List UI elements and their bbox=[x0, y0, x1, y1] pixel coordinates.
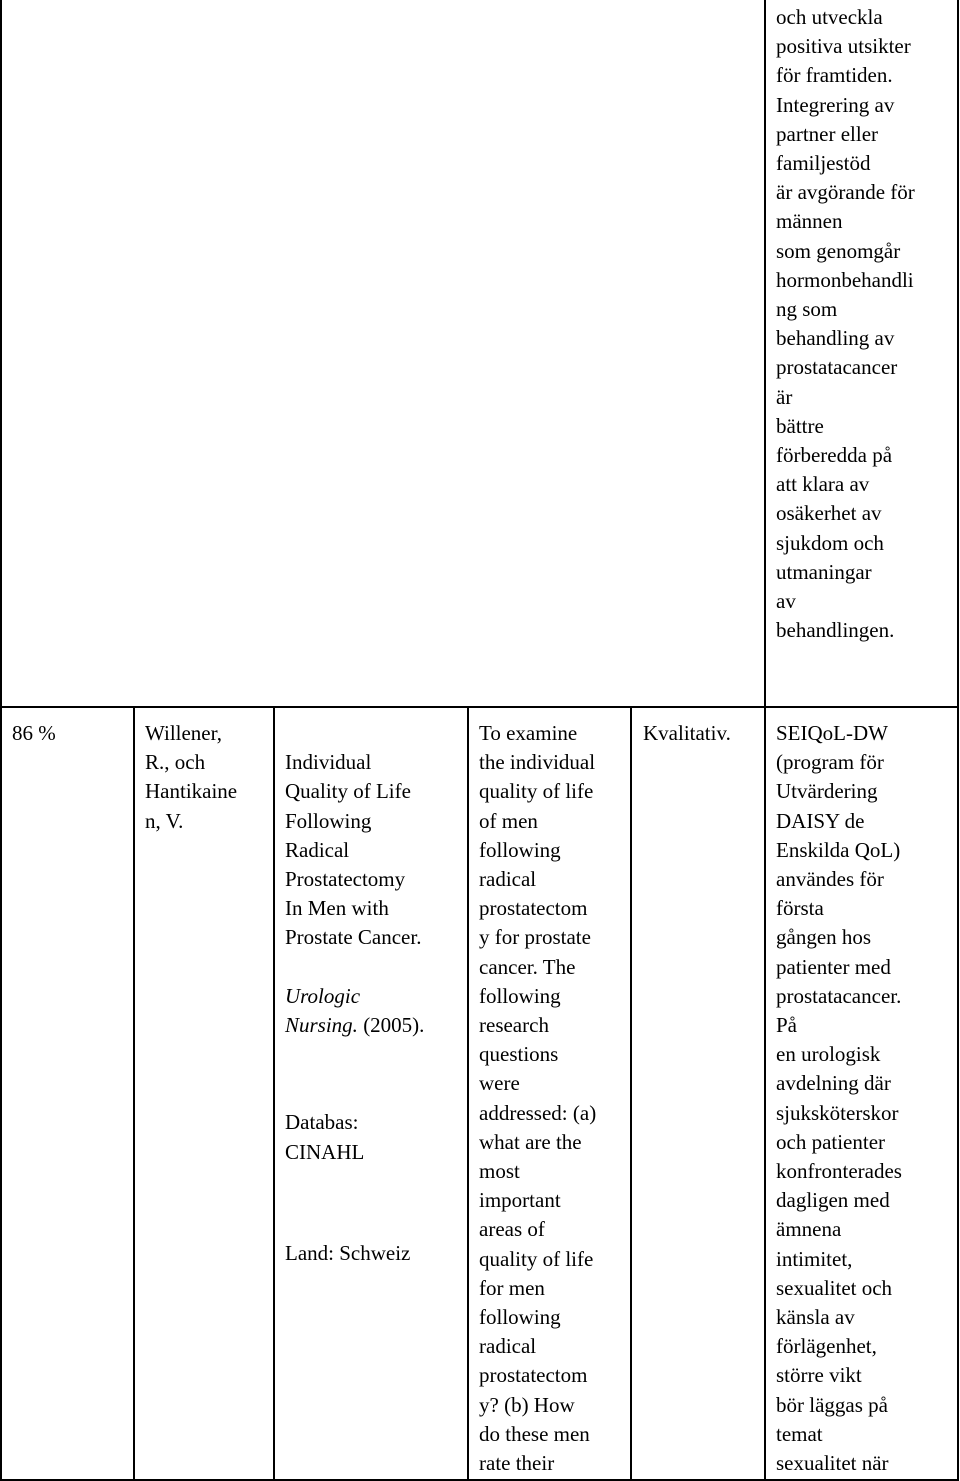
journal-name: Urologic Nursing. bbox=[285, 983, 361, 1038]
database: Databas: CINAHL bbox=[285, 1110, 365, 1164]
article-info bbox=[285, 719, 463, 1297]
column-divider bbox=[273, 707, 275, 1481]
table-border-left bbox=[0, 0, 2, 1481]
column-divider bbox=[467, 707, 469, 1481]
journal-citation bbox=[285, 982, 463, 1040]
column-divider bbox=[133, 707, 135, 1481]
quality-score: 86 % bbox=[12, 721, 56, 745]
study-aim: To examine the individual quality of life of men following radical prostatectom y for prostate cancer. The following research questions were addressed: (a) what are the most important areas of quality of life for men following radical prostatectom y? (b) How do these men rate their bbox=[479, 721, 597, 1476]
column-divider bbox=[630, 707, 632, 1481]
publication-year: (2005). bbox=[357, 1013, 425, 1038]
country: Land: Schweiz bbox=[285, 1241, 411, 1266]
table-border-bottom bbox=[0, 1479, 959, 1481]
study-result: SEIQoL-DW (program för Utvärdering DAISY de Enskilda QoL) användes för första gången hos patienter med prostatacancer. På en urologisk avdelning där sjuksköterskor och patienter konfronterades dagligen med ämnena intimitet, sexualitet och känsla av förlägenhet, större vikt bör läggas på temat sexualitet när bbox=[776, 721, 902, 1476]
study-method: Kvalitativ. bbox=[643, 721, 731, 745]
article-title: Individual Quality of Life Following Radical Prostatectomy In Men with Prostate Cancer. bbox=[285, 750, 422, 950]
table-border-right bbox=[957, 0, 959, 1481]
authors: Willener, R., och Hantikaine n, V. bbox=[145, 721, 238, 833]
result-continuation-text: och utveckla positiva utsikter för framtiden. Integrering av partner eller familjestöd är avgörande för männen som genomgår hormonbehandli ng som behandling av prostatacancer är bättre förberedda på att klara av osäkerhet av sjukdom och utmaningar av behandlingen. bbox=[776, 5, 915, 643]
column-divider bbox=[764, 0, 766, 1481]
row-divider bbox=[0, 706, 959, 708]
